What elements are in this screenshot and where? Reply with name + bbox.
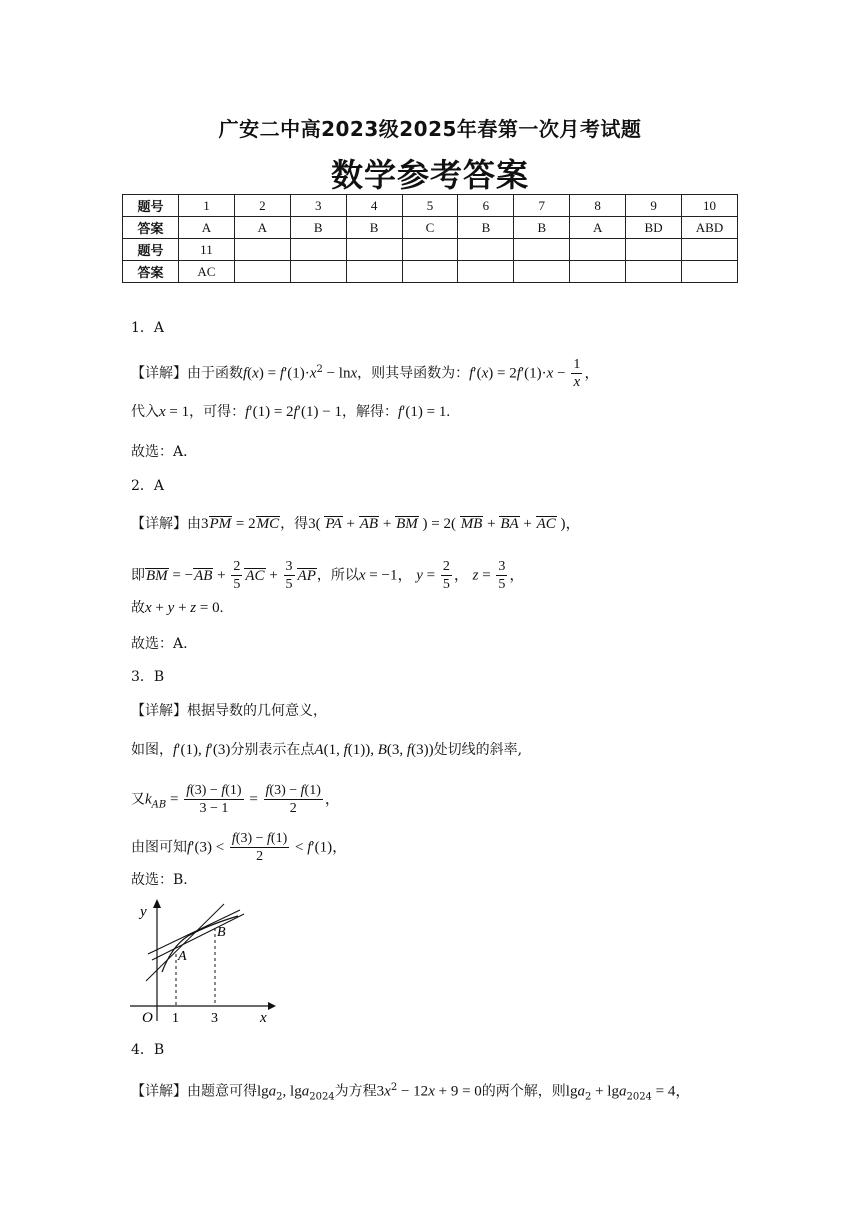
q2-detail-line2: 即BM = −AB + $\frac{2}{5}$ AC + $\frac{3}{5}$ AP，所以x = −1， y = $\frac{2}{5}$ ， z = $\frac{3}{5}$ ， <box>131 559 525 592</box>
function-curve <box>162 916 238 972</box>
table-cell: B <box>346 217 402 239</box>
y-axis-label: y <box>140 904 147 920</box>
table-row <box>123 239 738 261</box>
exam-title: 广安二中高2023级2025年春第一次月考试题 <box>218 117 642 141</box>
table-cell: 5 <box>402 195 458 217</box>
q3-heading: 3．B <box>131 669 165 685</box>
table-cell: A <box>234 217 290 239</box>
q2-heading: 2．A <box>131 478 165 494</box>
table-cell <box>682 239 738 261</box>
q1-detail-line1: 【详解】由于函数$f(x) = f'(1)\cdot x^2 - \ln x$，则其导函数为：f′(x) = 2f′(1)·x − $\frac{1}{x}$ ， <box>131 357 600 390</box>
tangent-line-b <box>152 914 244 960</box>
table-cell: AC <box>179 261 235 283</box>
table-cell: 10 <box>682 195 738 217</box>
text-span: 又 <box>131 791 145 808</box>
fraction: $\frac{f(3) - f(1)}{2}$ <box>265 783 321 816</box>
table-cell: 1 <box>179 195 235 217</box>
text-span: 由图可知 <box>131 839 187 856</box>
detail-label: 【详解】 <box>131 1083 187 1100</box>
detail-label: 【详解】 <box>131 516 187 532</box>
fraction: $\frac{2}{5}$ <box>442 559 450 592</box>
q4-detail-line1: 【详解】由题意可得lga$_2$, lga$_{2024}$为方程$3x^2 - 12x + 9 = 0$的两个解，则lga$_2$ + lga$_{2024}$ = 4， <box>131 1082 691 1103</box>
q2-detail-line1: 【详解】由3PM = 2MC，得3( PA + AB + BM ) = 2( MB + BA + AC )， <box>131 516 581 532</box>
q1-detail-line2: 代入x = 1，可得：f′(1) = 2f′(1) − 1，解得：f′(1) = 1. <box>131 404 451 420</box>
text-span: 由 <box>187 516 201 532</box>
table-cell: B <box>290 217 346 239</box>
table-cell <box>514 261 570 283</box>
q2-conclusion: 故选：A. <box>131 636 188 652</box>
text-span: ，解得： <box>341 404 398 420</box>
fraction: $\frac{f(3) - f(1)}{2}$ <box>231 831 288 864</box>
text-span: 的两个解，则 <box>481 1083 566 1100</box>
table-cell <box>458 261 514 283</box>
fraction: $\frac{1}{x}$ <box>573 357 581 390</box>
q3-detail-line3: 又$k_{AB}$ = $\frac{f(3) - f(1)}{3 - 1}$ = $\frac{f(3) - f(1)}{2}$ ， <box>131 783 340 816</box>
table-cell: 9 <box>626 195 682 217</box>
table-cell: 4 <box>346 195 402 217</box>
q3-detail-line2: 如图，f′(1), f′(3)分别表示在点A(1, f(1)), B(3, f(3))处切线的斜率, <box>131 742 523 758</box>
table-cell <box>626 261 682 283</box>
table-header-cell: 答案 <box>123 217 179 239</box>
text-span: ，则其导函数为： <box>357 365 470 382</box>
text-span: 如图， <box>131 742 173 758</box>
table-cell: 7 <box>514 195 570 217</box>
tangent-line-a <box>146 904 224 981</box>
table-cell: 8 <box>570 195 626 217</box>
table-row <box>123 217 738 239</box>
detail-label: 【详解】 <box>131 365 187 382</box>
table-cell: 11 <box>179 239 235 261</box>
table-cell <box>234 239 290 261</box>
table-cell: 3 <box>290 195 346 217</box>
q3-conclusion: 故选：B. <box>131 872 188 888</box>
table-cell <box>234 261 290 283</box>
point-b-label: B <box>217 925 226 940</box>
text-span: 分别表示在点 <box>230 742 315 758</box>
text-span: 根据导数的几何意义， <box>187 703 327 719</box>
table-cell <box>402 261 458 283</box>
text-span: ，得 <box>280 516 309 532</box>
table-header-cell: 题号 <box>123 239 179 261</box>
table-cell: BD <box>626 217 682 239</box>
table-cell <box>570 239 626 261</box>
table-cell: ABD <box>682 217 738 239</box>
tick-label-3: 3 <box>211 1011 218 1026</box>
table-cell <box>682 261 738 283</box>
table-cell <box>514 239 570 261</box>
text-span: ，可得： <box>189 404 246 420</box>
table-cell: 2 <box>234 195 290 217</box>
fraction: $\frac{f(3) - f(1)}{3 - 1}$ <box>186 783 242 816</box>
q1-heading: 1．A <box>131 320 165 336</box>
table-cell: A <box>179 217 235 239</box>
text-span: 故 <box>131 600 145 616</box>
x-axis-label: x <box>260 1010 267 1026</box>
table-cell: B <box>514 217 570 239</box>
table-cell <box>346 261 402 283</box>
q1-conclusion: 故选：A． <box>131 444 198 460</box>
fraction: $\frac{3}{5}$ <box>285 559 293 592</box>
point-a-label: A <box>178 949 187 964</box>
x-axis-arrow <box>268 1002 276 1010</box>
table-cell <box>290 239 346 261</box>
fraction: $\frac{2}{5}$ <box>233 559 241 592</box>
table-cell <box>626 239 682 261</box>
table-row <box>123 261 738 283</box>
text-span: 为方程 <box>334 1083 377 1100</box>
answer-key-title: 数学参考答案 <box>330 156 529 194</box>
text-span: 代入 <box>131 404 159 420</box>
table-header-cell: 题号 <box>123 195 179 217</box>
origin-label: O <box>142 1010 153 1026</box>
q3-detail-line4: 由图可知f′(3) < $\frac{f(3) - f(1)}{2}$ < f′(1)， <box>131 831 348 864</box>
text-span: 即 <box>131 567 145 584</box>
tangent-figure <box>120 896 280 1028</box>
detail-label: 【详解】 <box>131 703 187 719</box>
table-row <box>123 195 738 217</box>
text-span: 处切线的斜率, <box>433 742 523 758</box>
table-cell: A <box>570 217 626 239</box>
fraction: $\frac{3}{5}$ <box>498 559 506 592</box>
table-cell <box>570 261 626 283</box>
table-cell <box>290 261 346 283</box>
tick-label-1: 1 <box>172 1011 179 1026</box>
table-header-cell: 答案 <box>123 261 179 283</box>
q3-detail-line1 <box>131 701 327 721</box>
table-cell: B <box>458 217 514 239</box>
q2-detail-line3: 故x + y + z = 0. <box>131 600 224 616</box>
answer-table <box>122 194 738 283</box>
table-cell <box>402 239 458 261</box>
table-cell: 6 <box>458 195 514 217</box>
y-axis-arrow <box>153 899 161 908</box>
q4-heading: 4．B <box>131 1042 165 1058</box>
table-cell <box>346 239 402 261</box>
text-span: 由题意可得 <box>187 1083 257 1100</box>
text-span: ，所以 <box>316 567 359 584</box>
text-span: 由于函数 <box>187 365 243 382</box>
table-cell: C <box>402 217 458 239</box>
table-cell <box>458 239 514 261</box>
secant-line-ab <box>148 910 240 954</box>
